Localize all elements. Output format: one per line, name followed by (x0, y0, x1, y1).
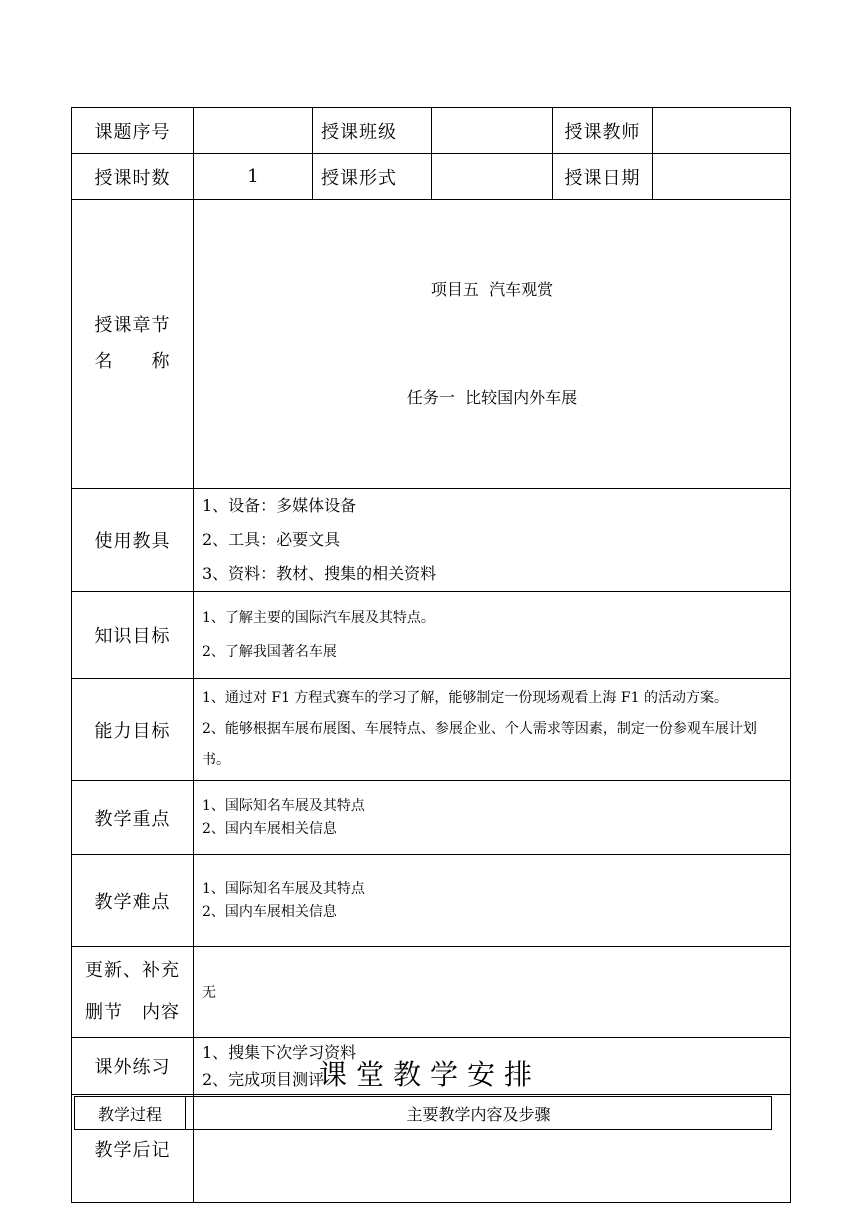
key-points-line-2: 2、国内车展相关信息 (202, 820, 337, 837)
key-points-content (194, 781, 791, 855)
updates-label (72, 947, 194, 1038)
chapter-task: 任务一 比较国内外车展 (406, 388, 578, 407)
chapter-project: 项目五 汽车观赏 (430, 280, 554, 299)
date-value[interactable] (653, 154, 791, 200)
knowledge-line-2: 2、了解我国著名车展 (202, 644, 337, 660)
process-col1-header: 教学过程 (75, 1097, 186, 1130)
knowledge-line-1: 1、了解主要的国际汽车展及其特点。 (202, 610, 435, 626)
row-updates (72, 947, 791, 1038)
difficulties-label: 教学难点 (72, 855, 194, 947)
ability-label: 能力目标 (72, 679, 194, 781)
knowledge-label: 知识目标 (72, 592, 194, 679)
tools-line-3: 3、资料：教材、搜集的相关资料 (202, 564, 437, 583)
row-hours (72, 154, 791, 200)
row-key-points (72, 781, 791, 855)
tools-label: 使用教具 (72, 489, 194, 592)
homework-label: 课外练习 (72, 1038, 194, 1095)
difficulties-line-1: 1、国际知名车展及其特点 (202, 880, 365, 897)
homework-line-1: 1、搜集下次学习资料 (202, 1043, 357, 1062)
process-col2-header: 主要教学内容及步骤 (186, 1097, 772, 1130)
topic-number-label: 课题序号 (72, 108, 194, 154)
date-label: 授课日期 (553, 154, 653, 200)
process-header-row (75, 1097, 772, 1130)
tools-content (194, 489, 791, 592)
updates-label-line2: 删节 内容 (85, 1002, 180, 1023)
class-value[interactable] (432, 108, 553, 154)
chapter-label (72, 200, 194, 489)
knowledge-content (194, 592, 791, 679)
difficulties-line-2: 2、国内车展相关信息 (202, 903, 337, 920)
teacher-label: 授课教师 (553, 108, 653, 154)
lesson-plan-table (71, 107, 791, 1203)
updates-content: 无 (194, 947, 791, 1038)
key-points-label: 教学重点 (72, 781, 194, 855)
row-chapter (72, 200, 791, 489)
reflection-label: 教学后记 (72, 1095, 194, 1203)
form-value[interactable] (432, 154, 553, 200)
form-label: 授课形式 (313, 154, 432, 200)
class-label: 授课班级 (313, 108, 432, 154)
key-points-line-1: 1、国际知名车展及其特点 (202, 797, 365, 814)
tools-line-1: 1、设备：多媒体设备 (202, 496, 357, 515)
chapter-label-line2: 名 称 (94, 351, 171, 372)
section-title: 课堂教学安排 (318, 1058, 541, 1091)
topic-number-value[interactable] (194, 108, 313, 154)
row-tools (72, 489, 791, 592)
updates-label-line1: 更新、补充 (85, 960, 180, 981)
row-topic (72, 108, 791, 154)
homework-line-2: 2、完成项目测评 (202, 1070, 325, 1089)
row-difficulties (72, 855, 791, 947)
process-table (74, 1096, 772, 1130)
row-knowledge (72, 592, 791, 679)
hours-label: 授课时数 (72, 154, 194, 200)
tools-line-2: 2、工具：必要文具 (202, 530, 341, 549)
chapter-label-line1: 授课章节 (94, 315, 171, 336)
teacher-value[interactable] (653, 108, 791, 154)
difficulties-content (194, 855, 791, 947)
row-ability (72, 679, 791, 781)
ability-content (194, 679, 791, 781)
chapter-title (194, 200, 791, 489)
hours-value[interactable]: 1 (194, 154, 313, 200)
ability-line-2: 2、能够根据车展布展图、车展特点、参展企业、个人需求等因素，制定一份参观车展计划书。 (202, 721, 757, 768)
ability-line-1: 1、通过对 F1 方程式赛车的学习了解，能够制定一份现场观看上海 F1 的活动方案。 (202, 690, 728, 706)
